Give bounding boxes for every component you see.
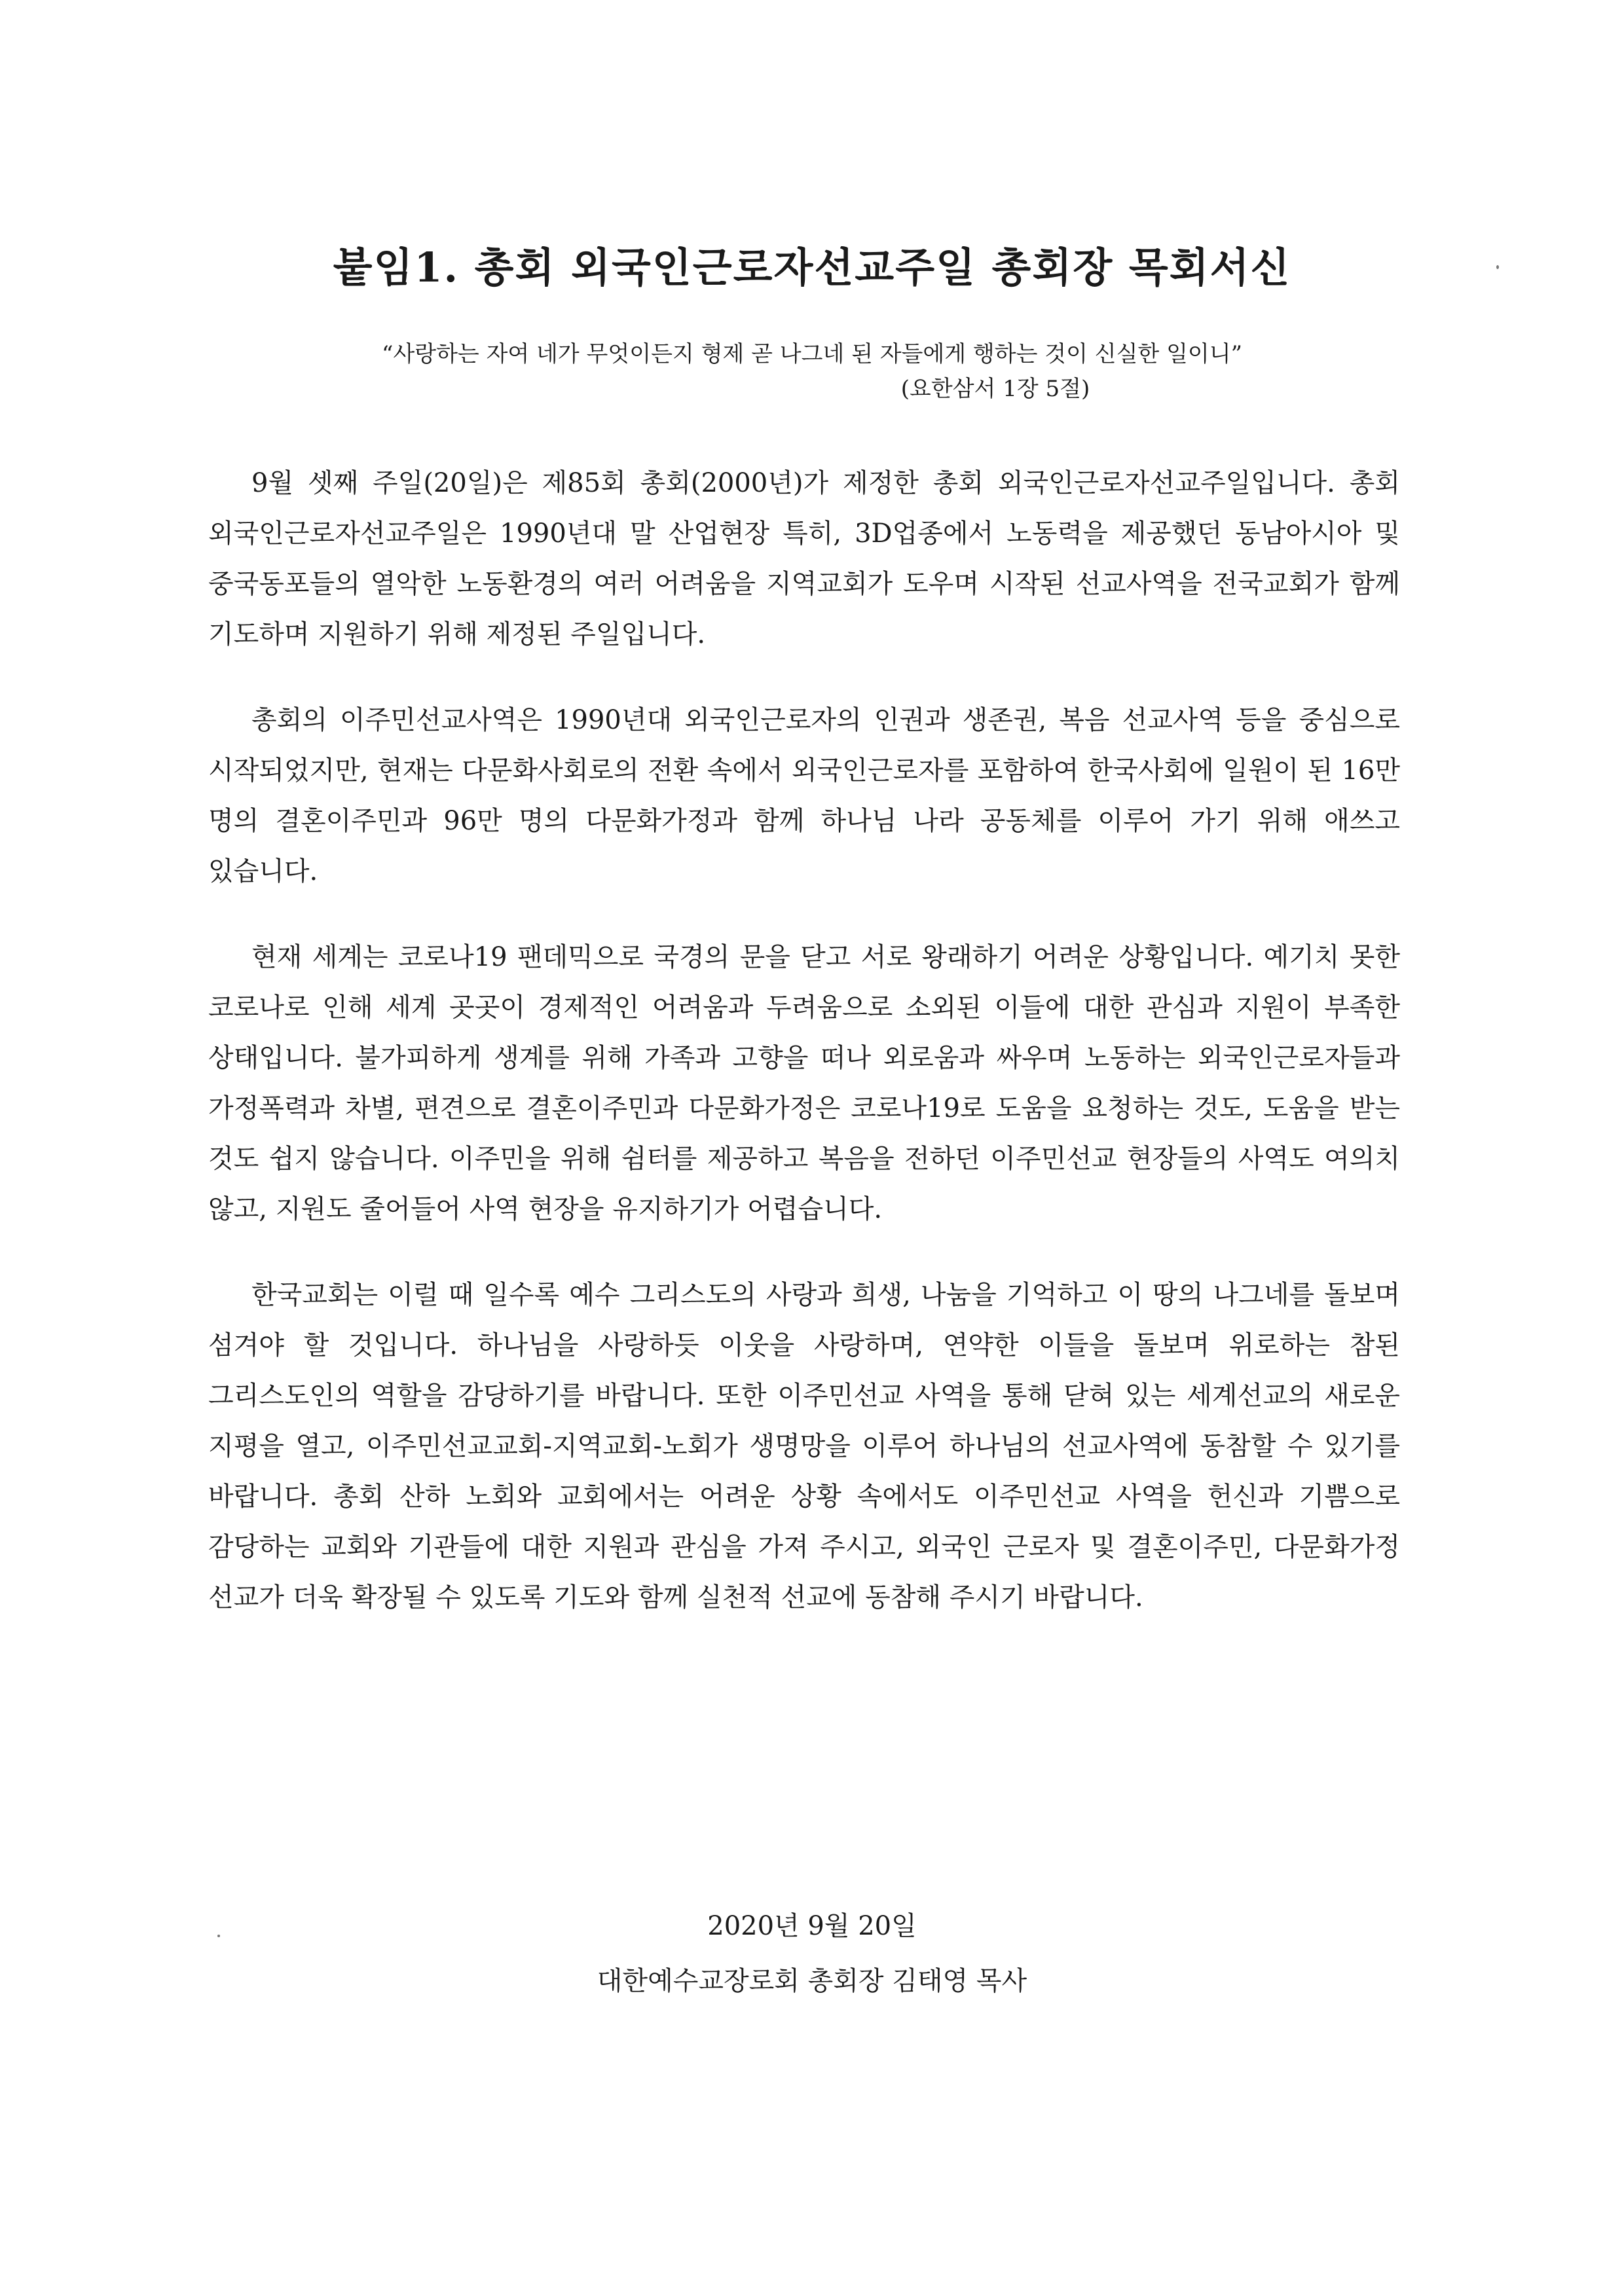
scan-speck	[1496, 265, 1499, 269]
quote-reference: (요한삼서 1장 5절)	[900, 375, 1090, 402]
scripture-quote	[236, 337, 1388, 406]
paragraph-1: 9월 셋째 주일(20일)은 제85회 총회(2000년)가 제정한 총회 외국인근로자선교주일입니다. 총회 외국인근로자선교주일은 1990년대 말 산업현장 특히, 3D업종에서 노동력을 제공했던 동남아시아 및 중국동포들의 열악한 노동환경의 여러 어려움을 지역교회가 도우며 시작된 선교사역을 전국교회가 함께 기도하며 지원하기 위해 제정된 주일입니다.	[208, 468, 1400, 649]
paragraph-2: 총회의 이주민선교사역은 1990년대 외국인근로자의 인권과 생존권, 복음 선교사역 등을 중심으로 시작되었지만, 현재는 다문화사회로의 전환 속에서 외국인근로자를 포함하여 한국사회에 일원이 된 16만 명의 결혼이주민과 96만 명의 다문화가정과 함께 하나님 나라 공동체를 이루어 가기 위해 애쓰고 있습니다.	[208, 705, 1401, 886]
letter-date: 2020년 9월 20일	[707, 1911, 917, 1941]
paragraph-3: 현재 세계는 코로나19 팬데믹으로 국경의 문을 닫고 서로 왕래하기 어려운 상황입니다. 예기치 못한 코로나로 인해 세계 곳곳이 경제적인 어려움과 두려움으로 소외된 이들에 대한 관심과 지원이 부족한 상태입니다. 불가피하게 생계를 위해 가족과 고향을 떠나 외로움과 싸우며 노동하는 외국인근로자들과 가정폭력과 차별, 편견으로 결혼이주민과 다문화가정은 코로나19로 도움을 요청하는 것도, 도움을 받는 것도 쉽지 않습니다. 이주민을 위해 쉼터를 제공하고 복음을 전하던 이주민선교 현장들의 사역도 여의치 않고, 지원도 줄어들어 사역 현장을 유지하기가 어렵습니다.	[208, 942, 1400, 1224]
letter-body	[208, 458, 1400, 1658]
paragraph-4: 한국교회는 이럴 때 일수록 예수 그리스도의 사랑과 희생, 나눔을 기억하고 이 땅의 나그네를 돌보며 섬겨야 할 것입니다. 하나님을 사랑하듯 이웃을 사랑하며, 연약한 이들을 돌보며 위로하는 참된 그리스도인의 역할을 감당하기를 바랍니다. 또한 이주민선교 사역을 통해 닫혀 있는 세계선교의 새로운 지평을 열고, 이주민선교교회-지역교회-노회가 생명망을 이루어 하나님의 선교사역에 동참할 수 있기를 바랍니다. 총회 산하 노회와 교회에서는 어려운 상황 속에서도 이주민선교 사역을 헌신과 기쁨으로 감당하는 교회와 기관들에 대한 지원과 관심을 가져 주시고, 외국인 근로자 및 결혼이주민, 다문화가정 선교가 더욱 확장될 수 있도록 기도와 함께 실천적 선교에 동참해 주시기 바랍니다.	[208, 1280, 1400, 1613]
quote-text: “사랑하는 자여 네가 무엇이든지 형제 곧 나그네 된 자들에게 행하는 것이 신실한 일이니”	[382, 341, 1242, 367]
signature-block	[196, 1899, 1428, 2009]
scan-speck	[217, 1935, 220, 1937]
signatory: 대한예수교장로회 총회장 김태영 목사	[597, 1966, 1027, 1996]
page-title: 붙임1. 총회 외국인근로자선교주일 총회장 목회서신	[333, 243, 1291, 291]
